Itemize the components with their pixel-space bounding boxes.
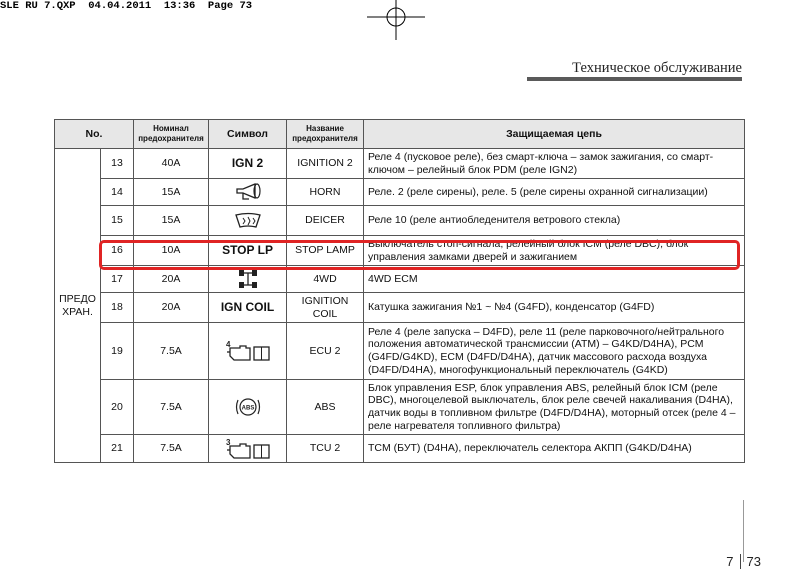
fuse-no: 20 [101, 380, 134, 435]
fuse-name: TCU 2 [287, 435, 364, 463]
fuse-circuit: Реле 10 (реле антиобледенителя ветрового стекла) [364, 206, 745, 236]
fuse-rating: 20A [134, 293, 209, 323]
header-symbol: Символ [209, 120, 287, 149]
group-label: ПРЕДО ХРАН. [55, 149, 101, 463]
fuse-symbol [209, 380, 287, 435]
fuse-symbol [209, 323, 287, 380]
abs-icon [233, 395, 263, 419]
4wd-icon [237, 268, 259, 290]
symbol-text: IGN COIL [220, 300, 275, 315]
symbol-badge: 3 [225, 437, 230, 447]
table-header-row [55, 120, 745, 149]
fuse-name: ABS [287, 380, 364, 435]
fuse-symbol [209, 435, 287, 463]
symbol-text: STOP LP [222, 243, 273, 258]
section-title: Техническое обслуживание [572, 60, 742, 76]
table-row [55, 206, 745, 236]
header-circuit: Защищаемая цепь [364, 120, 745, 149]
fuse-rating: 7.5A [134, 380, 209, 435]
fuse-name: 4WD [287, 266, 364, 293]
print-header: SLE RU 7.QXP 04.04.2011 13:36 Page 73 [0, 0, 253, 12]
fuse-no: 15 [101, 206, 134, 236]
fuse-name: HORN [287, 179, 364, 206]
header-name: Название предохранителя [287, 120, 364, 149]
fuse-rating: 15A [134, 179, 209, 206]
header-rating: Номинал предохранителя [134, 120, 209, 149]
fuse-no: 18 [101, 293, 134, 323]
fuse-symbol [209, 293, 287, 323]
symbol-badge: 4 [225, 340, 230, 349]
fuse-no: 13 [101, 149, 134, 179]
chapter-number: 7 [726, 554, 734, 569]
fuse-circuit: Реле. 2 (реле сирены), реле. 5 (реле сирены охранной сигнализации) [364, 179, 745, 206]
page-number-value: 73 [746, 554, 761, 569]
page-number [726, 554, 761, 569]
table-row [55, 323, 745, 380]
header-no: No. [55, 120, 134, 149]
fuse-circuit: Выключатель стоп-сигнала, релейный блок ICM (реле DBC), блок управления замками дверей и зажиганием [364, 236, 745, 266]
fuse-name: ECU 2 [287, 323, 364, 380]
fuse-no: 17 [101, 266, 134, 293]
fuse-symbol [209, 206, 287, 236]
fuse-circuit: Реле 4 (реле запуска – D4FD), реле 11 (реле парковочного/нейтрального положения автоматической трансмиссии (ATM) – G4KD/D4HA), PCM (G4FD/G4KD), ECM (D4FD/D4HA), датчик массового расхода воздуха (D4FD/D4HA), многофункциональный переключатель (G4KD) [364, 323, 745, 380]
section-rule [527, 77, 742, 81]
fuse-circuit: 4WD ECM [364, 266, 745, 293]
registration-mark-icon [367, 0, 425, 40]
table-row [55, 149, 745, 179]
fuse-circuit: Катушка зажигания №1 ~ №4 (G4FD), конденсатор (G4FD) [364, 293, 745, 323]
table-row [55, 293, 745, 323]
symbol-text: IGN 2 [231, 156, 264, 171]
table-row [55, 179, 745, 206]
horn-icon [233, 182, 263, 202]
fuse-no: 16 [101, 236, 134, 266]
fuse-rating: 15A [134, 206, 209, 236]
fuse-no: 21 [101, 435, 134, 463]
fuse-circuit: TCM (БУТ) (D4HA), переключатель селектора АКПП (G4KD/D4HA) [364, 435, 745, 463]
fuse-table [54, 119, 745, 463]
fuse-circuit: Реле 4 (пусковое реле), без смарт-ключа – замок зажигания, со смарт-ключом – релейный блок PDM (реле IGN2) [364, 149, 745, 179]
abs-icon-label: ABS [241, 405, 254, 412]
engine-ecu-icon [224, 338, 272, 364]
page-divider [740, 554, 741, 569]
fuse-symbol [209, 149, 287, 179]
windshield-deicer-icon [233, 212, 263, 230]
fuse-rating: 7.5A [134, 323, 209, 380]
fuse-circuit: Блок управления ESP, блок управления ABS, релейный блок ICM (реле DBC), многоцелевой выключатель, блок реле свечей накаливания (D4HA), датчик воды в топливном фильтре (D4FD/D4HA), моторный отсек (реле 4 – реле нагревателя топливного фильтра) [364, 380, 745, 435]
highlight-box [99, 240, 740, 270]
fuse-rating: 7.5A [134, 435, 209, 463]
fuse-no: 19 [101, 323, 134, 380]
fuse-rating: 20A [134, 266, 209, 293]
fuse-name: DEICER [287, 206, 364, 236]
fuse-rating: 10A [134, 236, 209, 266]
page-edge-rule [743, 500, 744, 562]
fuse-name: IGNITION COIL [287, 293, 364, 323]
fuse-name: IGNITION 2 [287, 149, 364, 179]
table-row [55, 435, 745, 463]
table-row [55, 380, 745, 435]
fuse-name: STOP LAMP [287, 236, 364, 266]
fuse-symbol [209, 179, 287, 206]
engine-ecu-icon [224, 437, 272, 461]
fuse-rating: 40A [134, 149, 209, 179]
fuse-no: 14 [101, 179, 134, 206]
